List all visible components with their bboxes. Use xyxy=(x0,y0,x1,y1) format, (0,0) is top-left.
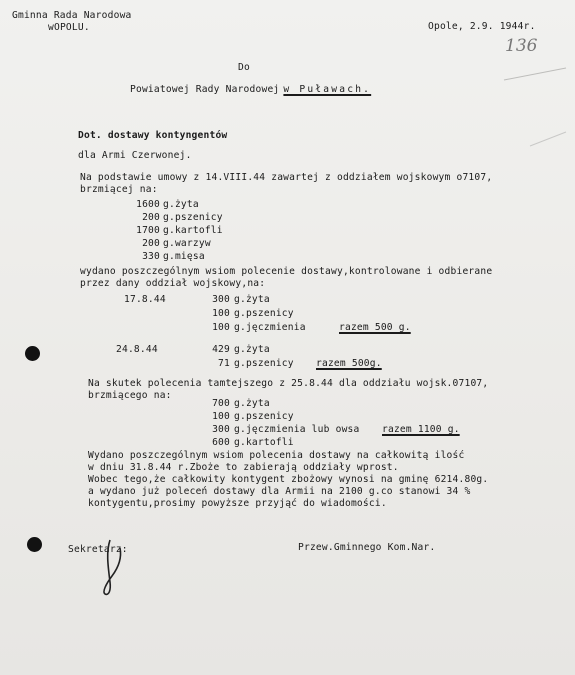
punch-hole xyxy=(27,537,42,552)
quota-item: g.warzyw xyxy=(163,238,211,249)
delivery-total: razem 500g. xyxy=(316,358,382,369)
quota-item: g.mięsa xyxy=(163,251,205,262)
subject-line-2: dla Armi Czerwonej. xyxy=(78,150,192,161)
delivery-qty: 300 xyxy=(212,294,230,305)
delivery-total: razem 500 g. xyxy=(339,322,411,333)
closing-line: Wydano poszczególnym wsiom polecenia dostawy na całkowitą ilość xyxy=(88,450,465,461)
closing-line: a wydano już poleceń dostawy dla Armii na 2100 g.co stanowi 34 % xyxy=(88,486,471,497)
punch-hole xyxy=(25,346,40,361)
delivery-item: g.pszenicy xyxy=(234,358,294,369)
org-name: Gminna Rada Narodowa xyxy=(12,10,132,21)
delivery-qty: 100 xyxy=(212,308,230,319)
quota-item: g.kartofli xyxy=(163,225,223,236)
secretary-label: Sekretarz: xyxy=(68,544,128,555)
addressee-to: Do xyxy=(238,62,250,73)
delivery-qty: 100 xyxy=(212,322,230,333)
closing-line: Wobec tego,że całkowity kontygent zbożowy wynosi na gminę 6214.80g. xyxy=(88,474,489,485)
delivery-item: g.pszenicy xyxy=(234,308,294,319)
signature-mark xyxy=(96,538,132,598)
delivery-date: 17.8.44 xyxy=(124,294,166,305)
chairman-label: Przew.Gminnego Kom.Nar. xyxy=(298,542,436,553)
delivery-qty: 429 xyxy=(212,344,230,355)
quota-item: g.żyta xyxy=(163,199,199,210)
delivery-item: g.żyta xyxy=(234,294,270,305)
intro-line: brzmiącej na: xyxy=(80,184,158,195)
dispatch-line: wydano poszczególnym wsiom polecenie dostawy,kontrolowane i odbierane xyxy=(80,266,493,277)
closing-line: kontygentu,prosimy powyższe przyjąć do wiadomości. xyxy=(88,498,387,509)
margin-marks xyxy=(500,60,570,180)
order-total: razem 1100 g. xyxy=(382,424,460,435)
order-item: g.jęczmienia lub owsa xyxy=(234,424,360,435)
closing-line: w dniu 31.8.44 r.Zboże to zabierają oddziały wprost. xyxy=(88,462,399,473)
order-item: g.pszenicy xyxy=(234,411,294,422)
delivery-qty: 71 xyxy=(218,358,230,369)
handwritten-number: 136 xyxy=(505,36,538,56)
order-qty: 700 xyxy=(212,398,230,409)
org-location: wOPOLU. xyxy=(48,22,90,33)
letter-date: Opole, 2.9. 1944r. xyxy=(428,21,536,32)
delivery-item: g.jęczmienia xyxy=(234,322,306,333)
dispatch-line: przez dany oddział wojskowy,na: xyxy=(80,278,266,289)
addressee-place: w Puławach. xyxy=(283,84,372,95)
quota-qty: 330 xyxy=(142,251,160,262)
subject-line: Dot. dostawy kontyngentów xyxy=(78,130,228,141)
quota-item: g.pszenicy xyxy=(163,212,223,223)
order-item: g.kartofli xyxy=(234,437,294,448)
order-qty: 300 xyxy=(212,424,230,435)
addressee-name: Powiatowej Rady Narodowej w Puławach. xyxy=(130,84,383,96)
quota-qty: 1600 xyxy=(136,199,160,210)
delivery-date: 24.8.44 xyxy=(116,344,158,355)
intro-line: Na podstawie umowy z 14.VIII.44 zawartej z oddziałem wojskowym o7107, xyxy=(80,172,493,183)
quota-qty: 1700 xyxy=(136,225,160,236)
delivery-item: g.żyta xyxy=(234,344,270,355)
quota-qty: 200 xyxy=(142,212,160,223)
order-qty: 600 xyxy=(212,437,230,448)
order-line: Na skutek polecenia tamtejszego z 25.8.44 dla oddziału wojsk.07107, xyxy=(88,378,489,389)
order-qty: 100 xyxy=(212,411,230,422)
order-item: g.żyta xyxy=(234,398,270,409)
order-line: brzmiącego na: xyxy=(88,390,172,401)
quota-qty: 200 xyxy=(142,238,160,249)
